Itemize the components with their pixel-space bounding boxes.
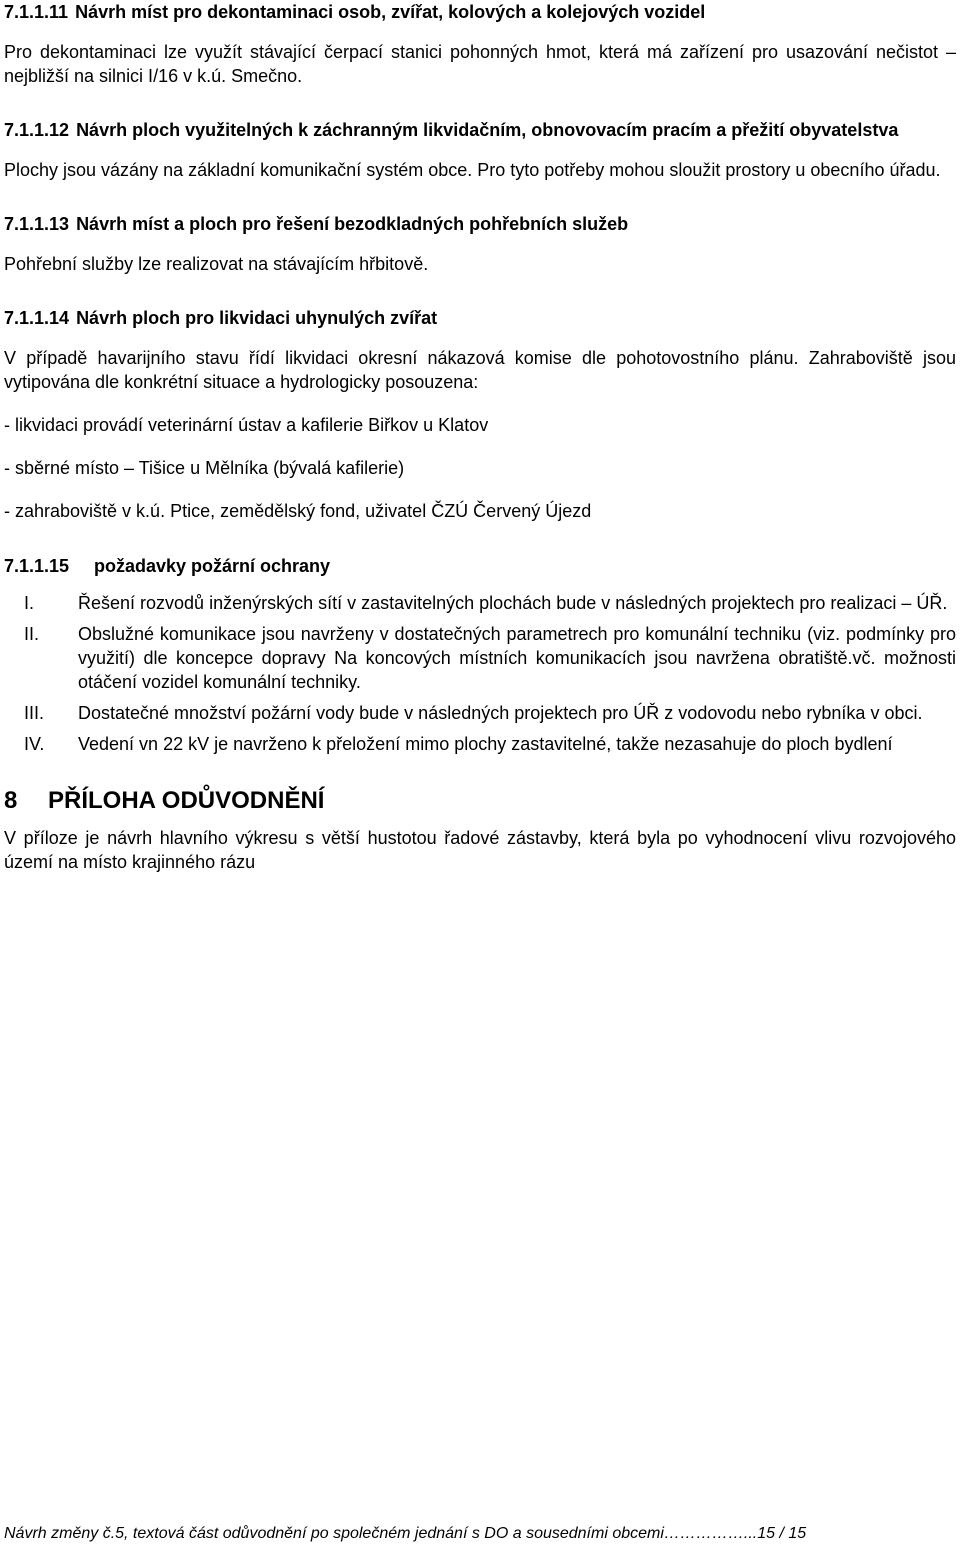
section-title: Návrh ploch pro likvidaci uhynulých zvířat	[76, 308, 438, 328]
section-title: Návrh ploch využitelných k záchranným likvidačním, obnovovacím pracím a přežití obyvatelstva	[76, 120, 899, 140]
chapter-number: 8	[4, 787, 18, 814]
chapter-title: PŘÍLOHA ODŮVODNĚNÍ	[48, 787, 325, 814]
section-heading-7-1-1-12	[4, 118, 956, 142]
list-marker: I.	[24, 593, 35, 613]
chapter-heading-8	[4, 786, 956, 816]
page-footer: Návrh změny č.5, textová část odůvodnění po společném jednání s DO a sousedními obcemi……………...15 / 15	[4, 1525, 807, 1542]
bullet-line: - likvidaci provádí veterinární ústav a kafilerie Biřkov u Klatov	[4, 415, 489, 435]
list-item	[4, 622, 956, 694]
list-text: Řešení rozvodů inženýrských sítí v zastavitelných plochách bude v následných projektech pro realizaci – ÚŘ.	[78, 593, 948, 613]
section-title: požadavky požární ochrany	[94, 556, 331, 576]
fire-protection-list	[4, 591, 956, 756]
bullet-line: - sběrné místo – Tišice u Mělníka (bývalá kafilerie)	[4, 458, 405, 478]
list-text: Vedení vn 22 kV je navrženo k přeložení mimo plochy zastavitelné, takže nezasahuje do ploch bydlení	[78, 734, 893, 754]
section-title: Návrh míst pro dekontaminaci osob, zvířat, kolových a kolejových vozidel	[75, 2, 706, 22]
list-marker: II.	[24, 624, 40, 644]
section-number: 7.1.1.12	[4, 120, 70, 140]
section-number: 7.1.1.13	[4, 214, 70, 234]
section-number: 7.1.1.15	[4, 556, 70, 576]
section-body-7-1-1-11: Pro dekontaminaci lze využít stávající čerpací stanici pohonných hmot, která má zařízení pro usazování nečistot – nejbližší na silnici I/16 v k.ú. Smečno.	[4, 42, 956, 86]
section-body-7-1-1-12: Plochy jsou vázány na základní komunikační systém obce. Pro tyto potřeby mohou sloužit prostory u obecního úřadu.	[4, 160, 941, 180]
list-text: Dostatečné množství požární vody bude v následných projektech pro ÚŘ z vodovodu nebo rybníka v obci.	[78, 703, 923, 723]
bullet-line: - zahraboviště v k.ú. Ptice, zemědělský fond, uživatel ČZÚ Červený Újezd	[4, 501, 592, 521]
section-heading-7-1-1-11	[4, 0, 956, 24]
list-item	[4, 732, 956, 756]
section-number: 7.1.1.14	[4, 308, 70, 328]
list-item	[4, 591, 956, 615]
document-page	[4, 0, 956, 874]
section-title: Návrh míst a ploch pro řešení bezodkladných pohřebních služeb	[76, 214, 629, 234]
section-body-7-1-1-14: V případě havarijního stavu řídí likvidaci okresní nákazová komise dle pohotovostního plánu. Zahraboviště jsou vytipována dle konkrétní situace a hydrologicky posouzena:	[4, 348, 956, 392]
section-heading-7-1-1-13	[4, 212, 956, 236]
list-item	[4, 701, 956, 725]
section-heading-7-1-1-15	[4, 554, 956, 578]
section-body-7-1-1-13: Pohřební služby lze realizovat na stávajícím hřbitově.	[4, 254, 429, 274]
section-number: 7.1.1.11	[4, 2, 69, 22]
list-marker: IV.	[24, 734, 45, 754]
chapter-body-8: V příloze je návrh hlavního výkresu s větší hustotou řadové zástavby, která byla po vyhodnocení vlivu rozvojového území na místo krajinného rázu	[4, 828, 956, 872]
list-marker: III.	[24, 703, 45, 723]
section-heading-7-1-1-14	[4, 306, 956, 330]
list-text: Obslužné komunikace jsou navrženy v dostatečných parametrech pro komunální techniku (viz. podmínky pro využití) dle koncepce dopravy Na koncových místních komunikacích jsou navržena obratiště.vč. možnosti otáčení vozidel komunální techniky.	[78, 624, 956, 692]
